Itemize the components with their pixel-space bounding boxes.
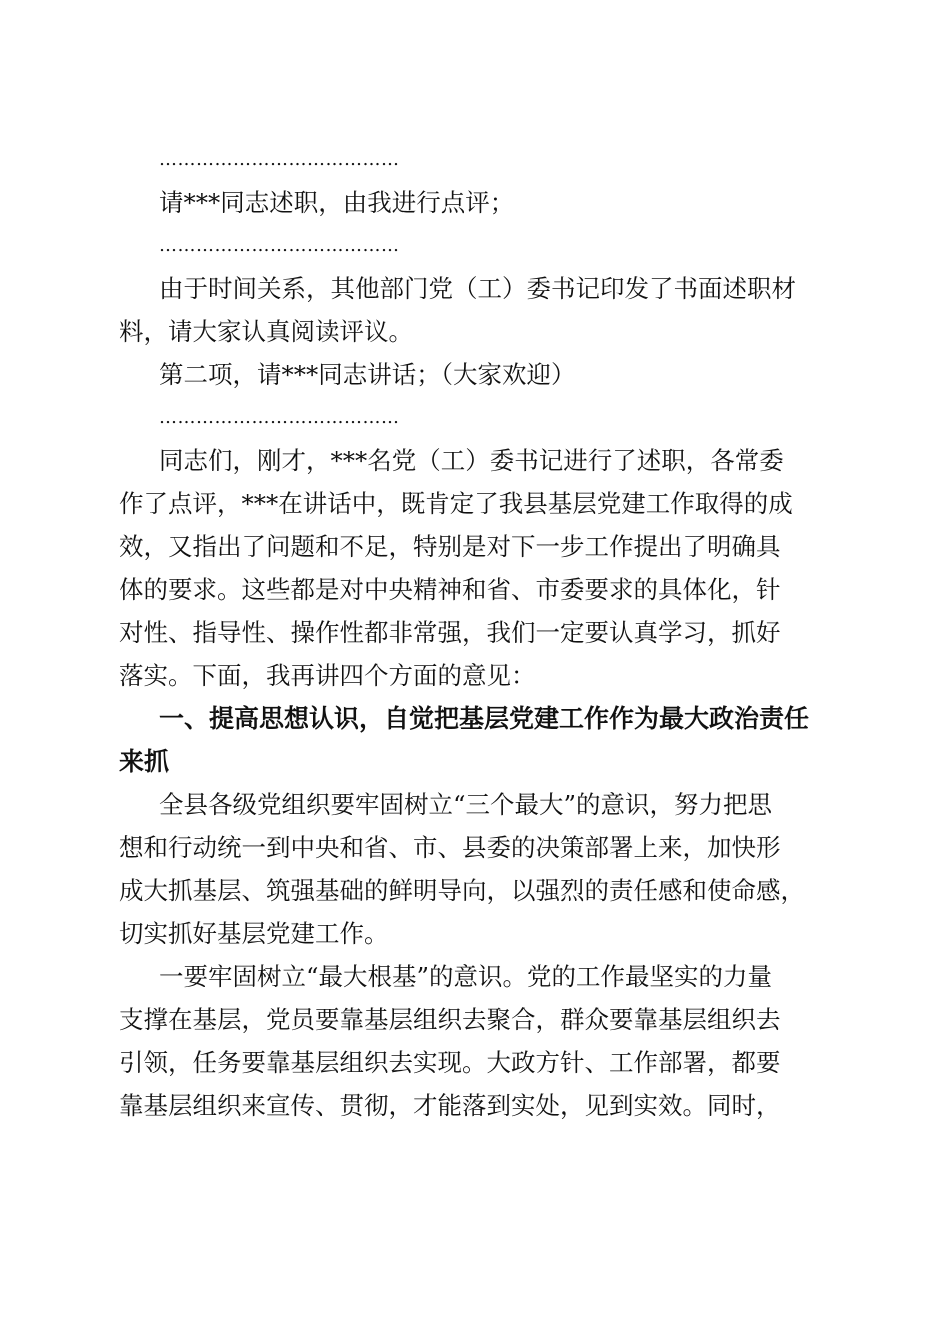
paragraph-line: 料，请大家认真阅读评议。: [119, 317, 413, 346]
document-body: [119, 138, 835, 1127]
paragraph-line: 引领，任务要靠基层组织去实现。大政方针、工作部署，都要: [119, 1048, 781, 1077]
paragraph-line: 支撑在基层，党员要靠基层组织去聚合，群众要靠基层组织去: [119, 1005, 781, 1034]
paragraph-line: 一要牢固树立“最大根基”的意识。党的工作最坚实的力量: [159, 962, 773, 991]
paragraph-line: 靠基层组织来宣传、贯彻，才能落到实处，见到实效。同时，: [119, 1091, 781, 1120]
paragraph-line: 由于时间关系，其他部门党（工）委书记印发了书面述职材: [159, 274, 796, 303]
paragraph-line: 成大抓基层、筑强基础的鲜明导向，以强烈的责任感和使命感，: [119, 876, 805, 905]
paragraph-line: 同志们，刚才，***名党（工）委书记进行了述职，各常委: [159, 446, 784, 475]
paragraph-line: 第二项，请***同志讲话；（大家欢迎）: [159, 360, 576, 389]
paragraph-line: 体的要求。这些都是对中央精神和省、市委要求的具体化，针: [119, 575, 781, 604]
paragraph-line: 落实。下面，我再讲四个方面的意见：: [119, 661, 536, 690]
ellipsis-line: …………………………………: [159, 149, 400, 170]
section-heading: 来抓: [119, 747, 170, 776]
paragraph-line: 效，又指出了问题和不足，特别是对下一步工作提出了明确具: [119, 532, 781, 561]
paragraph-line: 请***同志述职，由我进行点评；: [159, 188, 515, 217]
ellipsis-line: …………………………………: [159, 235, 400, 256]
paragraph-line: 作了点评，***在讲话中，既肯定了我县基层党建工作取得的成: [119, 489, 793, 518]
paragraph-line: 全县各级党组织要牢固树立“三个最大”的意识，努力把思: [159, 790, 773, 819]
ellipsis-line: …………………………………: [159, 407, 400, 428]
paragraph-line: 切实抓好基层党建工作。: [119, 919, 389, 948]
paragraph-line: 对性、指导性、操作性都非常强，我们一定要认真学习，抓好: [119, 618, 781, 647]
paragraph-line: 想和行动统一到中央和省、市、县委的决策部署上来，加快形: [119, 833, 781, 862]
section-heading: 一、提高思想认识，自觉把基层党建工作作为最大政治责任: [159, 704, 810, 733]
